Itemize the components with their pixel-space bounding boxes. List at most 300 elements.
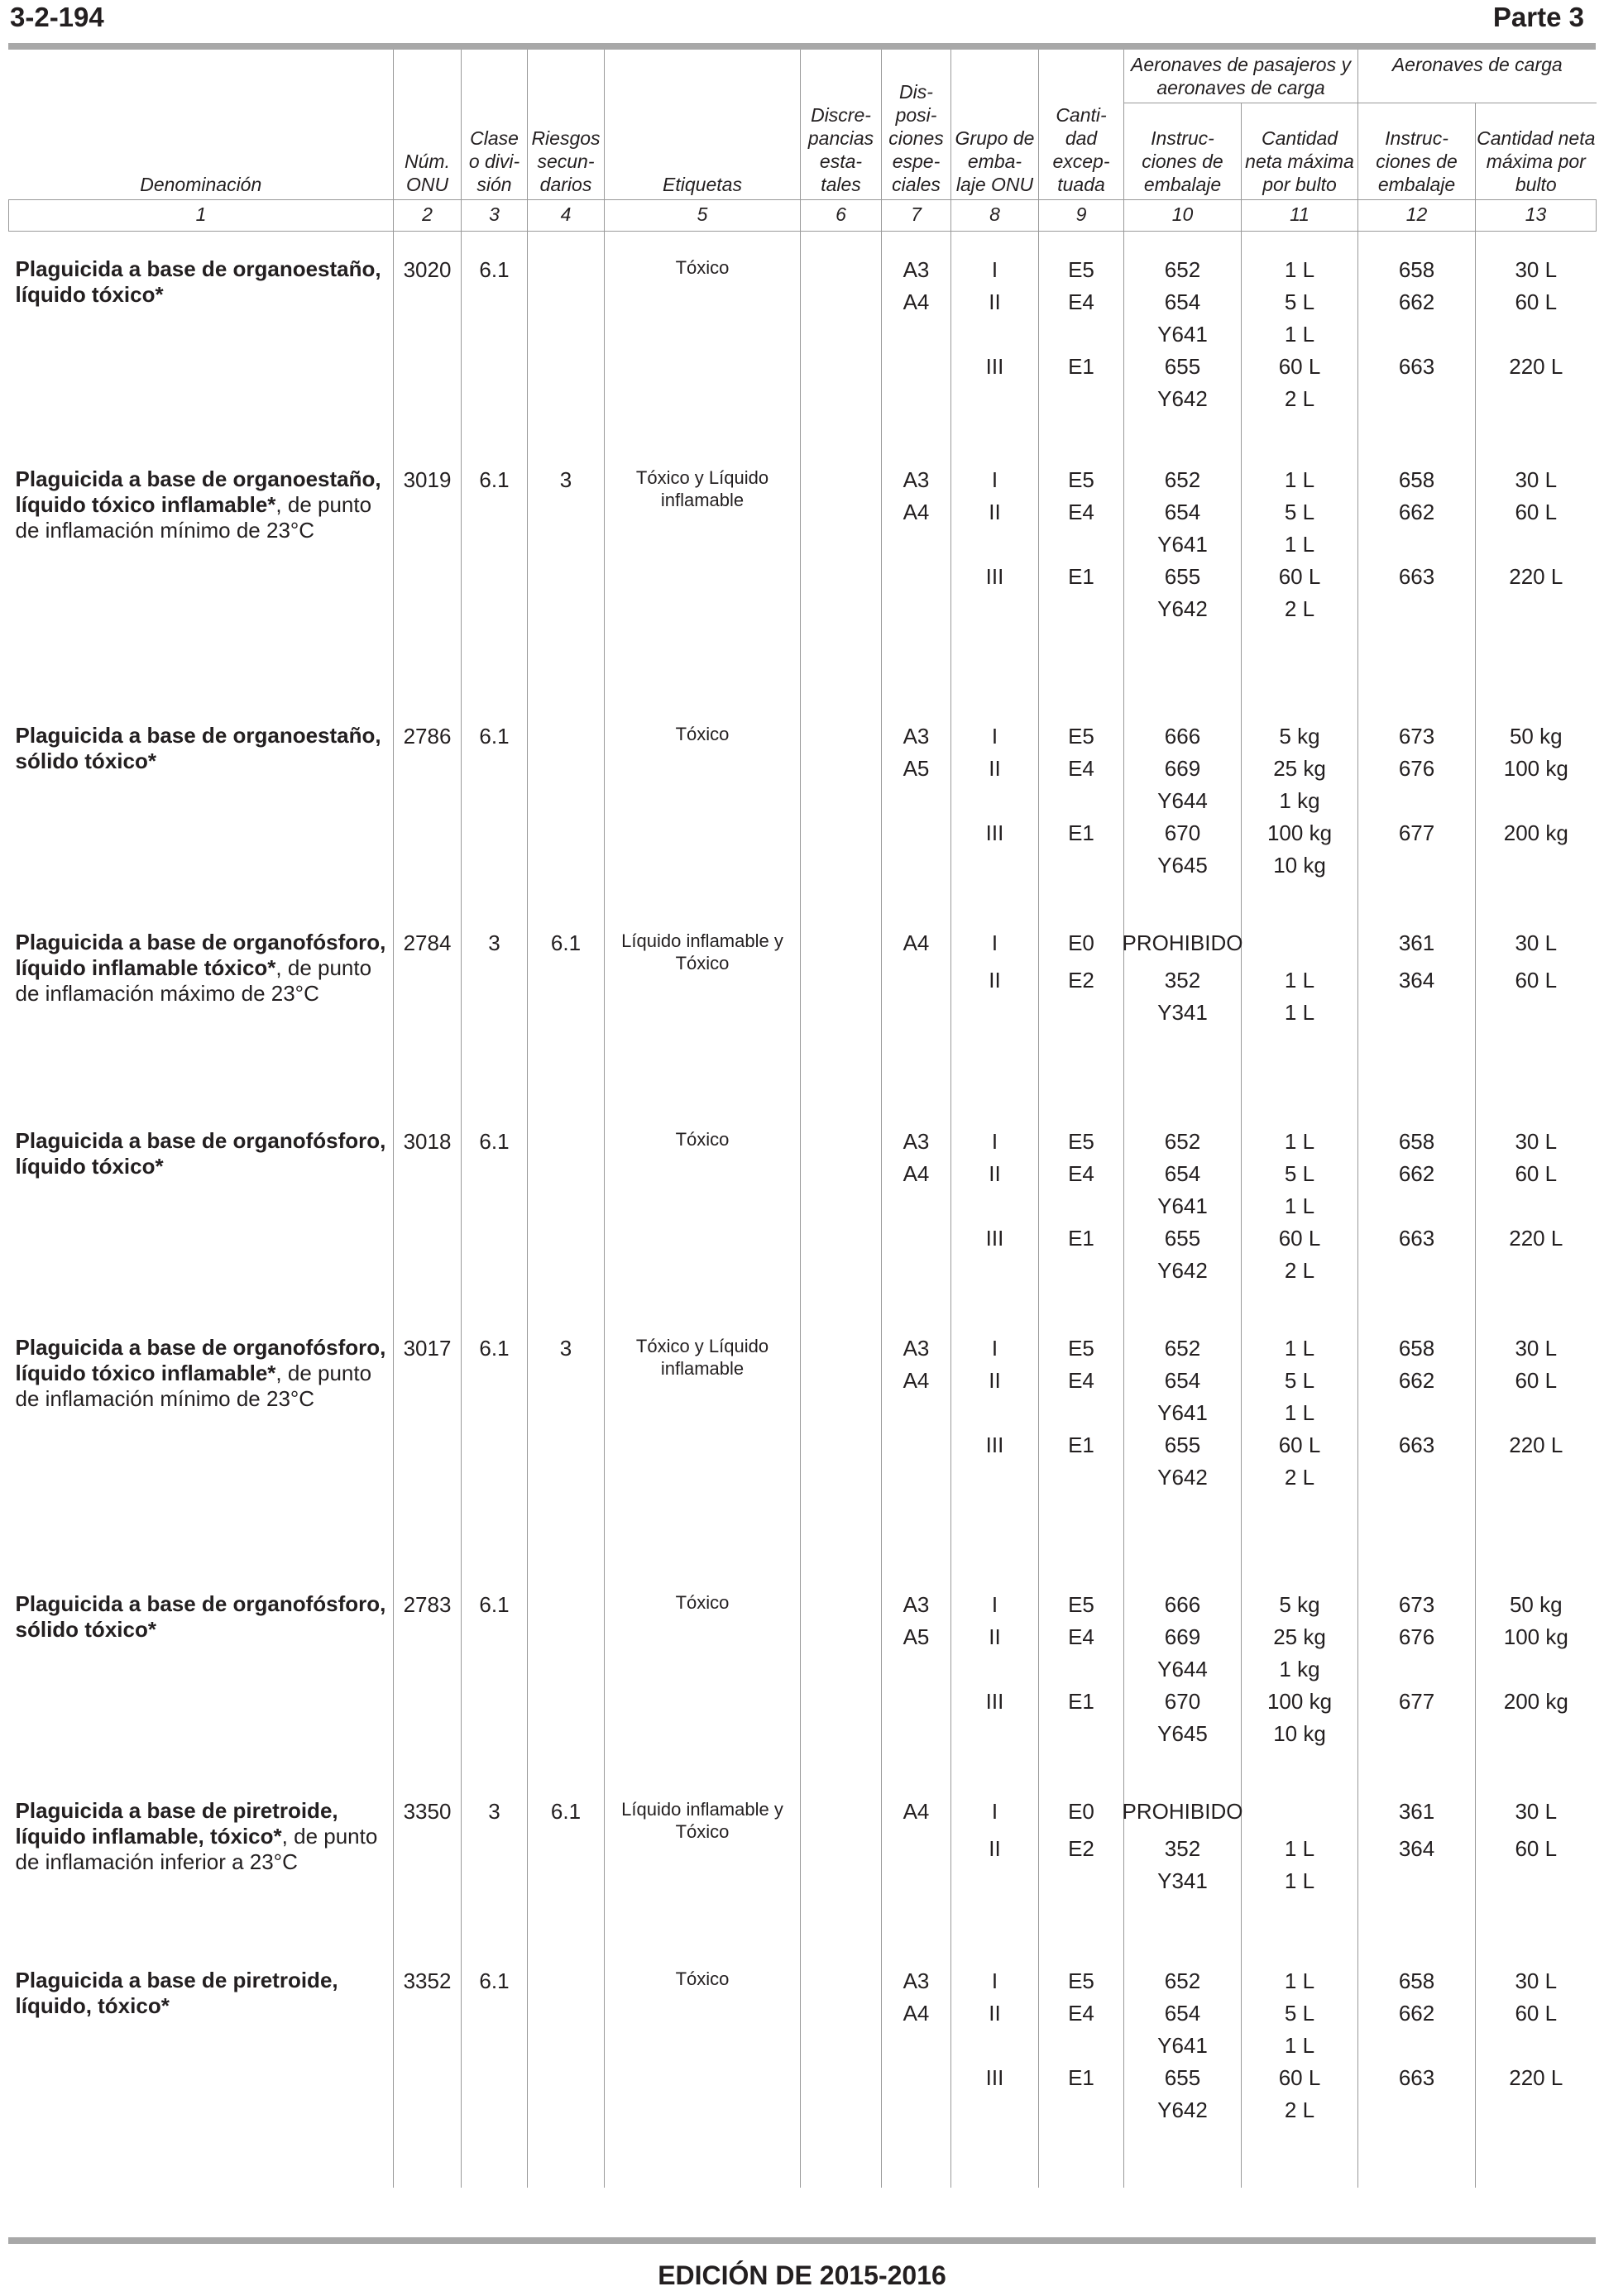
- max-net-quantity: 5 L: [1284, 1368, 1315, 1393]
- special-provision: A3: [903, 724, 930, 749]
- entry-subsidiary-risk: [528, 720, 605, 926]
- entry-class: [462, 926, 528, 1125]
- column-number: 6: [801, 200, 882, 232]
- entry-passenger-max-quantity: [1242, 1332, 1358, 1588]
- forbidden-label: PROHIBIDO: [1122, 930, 1243, 955]
- excepted-quantity: E2: [1068, 968, 1094, 993]
- part-label: Parte 3: [1492, 2, 1584, 32]
- packing-group: II: [989, 2001, 1001, 2026]
- entry-cargo-packing-instruction: [1358, 926, 1476, 1125]
- column-number: 9: [1039, 200, 1124, 232]
- entry-state-variations: [801, 463, 882, 720]
- entry-name-bold: Plaguicida a base de organofósforo, sólido tóxico*: [15, 1591, 386, 1642]
- cargo-packing-instruction: [1359, 849, 1474, 882]
- entry-cargo-packing-instruction: [1358, 1332, 1476, 1588]
- entry-passenger-packing-instruction: [1124, 463, 1242, 720]
- cell-value: [529, 1589, 603, 1621]
- dangerous-goods-table: [8, 50, 1597, 2188]
- cargo-packing-instruction: [1359, 1865, 1474, 1897]
- max-net-quantity: 1 L: [1284, 532, 1315, 557]
- packing-group: [952, 2094, 1037, 2126]
- cargo-max-net-quantity: 60 L: [1515, 1836, 1558, 1861]
- max-net-quantity: 10 kg: [1273, 853, 1326, 878]
- excepted-quantity: E1: [1068, 1226, 1094, 1251]
- entry-class: [462, 1964, 528, 2179]
- entry-cargo-max-quantity: [1476, 926, 1597, 1125]
- cargo-max-net-quantity: 60 L: [1515, 2001, 1558, 2026]
- entry-name-rest: , de punto de inflamación mínimo de 23°C: [15, 1361, 372, 1411]
- max-net-quantity: 1 L: [1284, 1336, 1315, 1361]
- entry-name: [9, 1795, 394, 1964]
- table-row: [9, 1332, 1597, 1588]
- excepted-quantity: E1: [1068, 2065, 1094, 2090]
- entry-name-bold: Plaguicida a base de organoestaño, sólido tóxico*: [15, 723, 381, 773]
- table-row: [9, 926, 1597, 1125]
- cargo-packing-instruction: [1359, 1653, 1474, 1686]
- entry-state-variations: [801, 1125, 882, 1332]
- cargo-max-net-quantity: 220 L: [1509, 564, 1563, 589]
- entry-un-number: [394, 1795, 462, 1964]
- packing-group: I: [991, 1799, 998, 1824]
- excepted-quantity: [1040, 1255, 1123, 1287]
- cargo-max-net-quantity: 50 kg: [1509, 1592, 1563, 1617]
- entry-label: Tóxico: [605, 720, 801, 926]
- packing-group: [952, 383, 1037, 415]
- packing-instruction: 352: [1164, 968, 1201, 993]
- cargo-packing-instruction: 663: [1398, 1226, 1435, 1251]
- forbidden-text: [1122, 927, 1243, 959]
- max-net-quantity: 60 L: [1278, 2065, 1321, 2090]
- packing-group: II: [989, 756, 1001, 781]
- excepted-quantity: [1040, 318, 1123, 351]
- entry-name: [9, 1588, 394, 1795]
- column-number: 4: [528, 200, 605, 232]
- header-labels: Etiquetas: [605, 50, 801, 200]
- entry-passenger-packing-instruction: [1124, 253, 1242, 463]
- column-number: 10: [1124, 200, 1242, 232]
- cargo-packing-instruction: 658: [1398, 1336, 1435, 1361]
- entry-excepted-quantity: [1039, 1332, 1124, 1588]
- entry-cargo-packing-instruction: [1358, 1795, 1476, 1964]
- excepted-quantity: E4: [1068, 1368, 1094, 1393]
- cargo-max-net-quantity: 60 L: [1515, 968, 1558, 993]
- entry-name: [9, 926, 394, 1125]
- cargo-packing-instruction: [1359, 1397, 1474, 1429]
- cargo-packing-instruction: 658: [1398, 257, 1435, 282]
- column-number: 5: [605, 200, 801, 232]
- entry-name-bold: Plaguicida a base de organoestaño, líquido tóxico*: [15, 256, 381, 307]
- packing-group: [952, 849, 1037, 882]
- cargo-max-net-quantity: 30 L: [1515, 1968, 1558, 1993]
- packing-group: III: [985, 354, 1004, 379]
- packing-group: II: [989, 289, 1001, 314]
- cargo-max-net-quantity: [1477, 2094, 1596, 2126]
- cell-value: [529, 1965, 603, 1997]
- packing-group: [952, 529, 1037, 561]
- entry-cargo-max-quantity: [1476, 1588, 1597, 1795]
- excepted-quantity: E5: [1068, 724, 1094, 749]
- max-net-quantity: 2 L: [1284, 1258, 1315, 1283]
- entry-name: [9, 1332, 394, 1588]
- max-net-quantity: 1 L: [1284, 968, 1315, 993]
- cell-value: 6.1: [550, 1799, 582, 1824]
- cell-value: 3019: [403, 467, 452, 492]
- excepted-quantity: E4: [1068, 500, 1094, 524]
- entry-packing-group: [951, 1964, 1039, 2179]
- cargo-packing-instruction: 658: [1398, 1129, 1435, 1154]
- packing-group: [952, 2030, 1037, 2062]
- packing-instruction: 652: [1164, 1336, 1201, 1361]
- packing-instruction: Y642: [1157, 386, 1208, 411]
- excepted-quantity: E1: [1068, 1433, 1094, 1457]
- special-provision: A3: [903, 1129, 930, 1154]
- entry-excepted-quantity: [1039, 253, 1124, 463]
- cell-value: 6.1: [479, 1592, 510, 1617]
- special-provision: A4: [903, 2001, 930, 2026]
- excepted-quantity: E5: [1068, 1968, 1094, 1993]
- entry-passenger-packing-instruction: [1124, 926, 1242, 1125]
- cargo-max-net-quantity: [1477, 1461, 1596, 1494]
- cargo-packing-instruction: 662: [1398, 1368, 1435, 1393]
- packing-group: II: [989, 1161, 1001, 1186]
- header-special-provisions: Dis- posi- ciones espe- ciales: [882, 50, 951, 200]
- packing-instruction: 654: [1164, 2001, 1201, 2026]
- table-body: [9, 232, 1597, 2188]
- packing-instruction: 652: [1164, 1129, 1201, 1154]
- packing-group: I: [991, 724, 998, 749]
- max-net-quantity: 1 L: [1284, 467, 1315, 492]
- excepted-quantity: E2: [1068, 1836, 1094, 1861]
- entry-un-number: [394, 1332, 462, 1588]
- max-net-quantity: 2 L: [1284, 2097, 1315, 2122]
- entry-special-provisions: [882, 1964, 951, 2179]
- entry-name: [9, 720, 394, 926]
- packing-instruction: Y645: [1157, 853, 1208, 878]
- entry-packing-group: [951, 463, 1039, 720]
- packing-group: [952, 785, 1037, 817]
- max-net-quantity: 1 L: [1284, 322, 1315, 347]
- packing-group: II: [989, 500, 1001, 524]
- cargo-max-net-quantity: [1477, 2030, 1596, 2062]
- cargo-max-net-quantity: 30 L: [1515, 257, 1558, 282]
- excepted-quantity: E1: [1068, 820, 1094, 845]
- cargo-packing-instruction: 658: [1398, 467, 1435, 492]
- cargo-max-net-quantity: 100 kg: [1503, 756, 1568, 781]
- cargo-max-net-quantity: [1477, 1865, 1596, 1897]
- cargo-packing-instruction: 673: [1398, 724, 1435, 749]
- packing-instruction: 670: [1164, 820, 1201, 845]
- entry-excepted-quantity: [1039, 926, 1124, 1125]
- entry-un-number: [394, 720, 462, 926]
- entry-name: [9, 1125, 394, 1332]
- packing-group: I: [991, 930, 998, 955]
- max-net-quantity: 100 kg: [1266, 820, 1333, 845]
- entry-class: [462, 1588, 528, 1795]
- cargo-max-net-quantity: 60 L: [1515, 289, 1558, 314]
- entry-cargo-max-quantity: [1476, 1125, 1597, 1332]
- max-net-quantity: 1 L: [1284, 1129, 1315, 1154]
- entry-passenger-packing-instruction: [1124, 1964, 1242, 2179]
- entry-subsidiary-risk: [528, 1964, 605, 2179]
- header-excepted-quantity: Canti- dad excep- tuada: [1039, 50, 1124, 200]
- entry-name: [9, 1964, 394, 2179]
- entry-subsidiary-risk: [528, 1332, 605, 1588]
- cell-value: 3020: [403, 257, 452, 282]
- entry-label: Tóxico: [605, 253, 801, 463]
- cargo-packing-instruction: 361: [1398, 1799, 1435, 1824]
- packing-group: II: [989, 1836, 1001, 1861]
- entry-class: [462, 253, 528, 463]
- cargo-packing-instruction: 662: [1398, 500, 1435, 524]
- max-net-quantity: 1 L: [1284, 1868, 1315, 1893]
- entry-cargo-packing-instruction: [1358, 463, 1476, 720]
- cargo-packing-instruction: [1359, 1718, 1474, 1750]
- packing-instruction: 654: [1164, 1368, 1201, 1393]
- max-net-quantity: 60 L: [1278, 564, 1321, 589]
- entry-cargo-packing-instruction: [1358, 720, 1476, 926]
- page-number: 3-2-194: [10, 2, 104, 32]
- entry-state-variations: [801, 1332, 882, 1588]
- excepted-quantity: E4: [1068, 2001, 1094, 2026]
- cargo-max-net-quantity: [1477, 997, 1596, 1029]
- entry-state-variations: [801, 253, 882, 463]
- edition-footer: EDICIÓN DE 2015-2016: [658, 2260, 946, 2290]
- packing-instruction: Y341: [1157, 1868, 1208, 1893]
- forbidden-text: [1122, 1796, 1243, 1828]
- cargo-packing-instruction: 676: [1398, 1624, 1435, 1649]
- max-net-quantity: 100 kg: [1266, 1689, 1333, 1714]
- column-number: 1: [9, 200, 394, 232]
- entry-subsidiary-risk: [528, 1588, 605, 1795]
- cargo-packing-instruction: 663: [1398, 354, 1435, 379]
- entry-packing-group: [951, 1125, 1039, 1332]
- cell-value: 3: [488, 930, 500, 955]
- cargo-packing-instruction: 663: [1398, 564, 1435, 589]
- cargo-max-net-quantity: 100 kg: [1503, 1624, 1568, 1649]
- cargo-max-net-quantity: [1477, 1255, 1596, 1287]
- cargo-max-net-quantity: [1477, 318, 1596, 351]
- packing-instruction: Y642: [1157, 2097, 1208, 2122]
- cell-value: 3350: [403, 1799, 452, 1824]
- cargo-packing-instruction: 662: [1398, 289, 1435, 314]
- cell-value: 6.1: [479, 257, 510, 282]
- packing-group: [952, 1190, 1037, 1222]
- packing-instruction: 655: [1164, 1433, 1201, 1457]
- packing-instruction: Y641: [1157, 1193, 1208, 1218]
- cell-value: 2783: [403, 1592, 452, 1617]
- packing-instruction: Y642: [1157, 1465, 1208, 1490]
- cargo-packing-instruction: 364: [1398, 1836, 1435, 1861]
- cargo-max-net-quantity: [1477, 383, 1596, 415]
- packing-group: II: [989, 968, 1001, 993]
- excepted-quantity: E1: [1068, 354, 1094, 379]
- max-net-quantity: 1 kg: [1279, 1657, 1320, 1681]
- entry-name-bold: Plaguicida a base de piretroide, líquido, tóxico*: [15, 1968, 338, 2018]
- header-cargo-aircraft: Aeronaves de carga: [1358, 50, 1597, 103]
- excepted-quantity: [1040, 2030, 1123, 2062]
- forbidden-label: PROHIBIDO: [1122, 1799, 1243, 1824]
- entry-packing-group: [951, 1332, 1039, 1588]
- entry-passenger-packing-instruction: [1124, 1125, 1242, 1332]
- special-provision: A3: [903, 1592, 930, 1617]
- cargo-packing-instruction: 663: [1398, 2065, 1435, 2090]
- cargo-packing-instruction: [1359, 1255, 1474, 1287]
- cargo-max-net-quantity: 30 L: [1515, 930, 1558, 955]
- max-net-quantity: 1 L: [1284, 1193, 1315, 1218]
- entry-state-variations: [801, 1588, 882, 1795]
- entry-state-variations: [801, 926, 882, 1125]
- excepted-quantity: E5: [1068, 1336, 1094, 1361]
- entry-cargo-max-quantity: [1476, 463, 1597, 720]
- entry-packing-group: [951, 926, 1039, 1125]
- packing-group: [952, 1865, 1037, 1897]
- excepted-quantity: E5: [1068, 1129, 1094, 1154]
- cargo-packing-instruction: [1359, 383, 1474, 415]
- cell-value: 3: [488, 1799, 500, 1824]
- entry-name-bold: Plaguicida a base de organoestaño, líquido tóxico inflamable*: [15, 466, 381, 517]
- header-un-number: Núm. ONU: [394, 50, 462, 200]
- entry-excepted-quantity: [1039, 1795, 1124, 1964]
- packing-group: [952, 318, 1037, 351]
- entry-passenger-max-quantity: [1242, 253, 1358, 463]
- packing-instruction: 652: [1164, 467, 1201, 492]
- entry-name: [9, 463, 394, 720]
- cell-value: 2786: [403, 724, 452, 749]
- cell-value: [529, 254, 603, 286]
- cargo-max-net-quantity: [1477, 1653, 1596, 1686]
- table-row: [9, 1125, 1597, 1332]
- packing-group: [952, 1255, 1037, 1287]
- cell-value: 3: [559, 1336, 572, 1361]
- cargo-packing-instruction: 364: [1398, 968, 1435, 993]
- cargo-packing-instruction: 662: [1398, 2001, 1435, 2026]
- max-net-quantity: 10 kg: [1273, 1721, 1326, 1746]
- entry-label: Tóxico: [605, 1964, 801, 2179]
- max-net-quantity: 1 kg: [1279, 788, 1320, 813]
- header-cargo-max-net-quantity: Cantidad neta máxima por bulto: [1476, 103, 1597, 200]
- packing-group: III: [985, 564, 1004, 589]
- excepted-quantity: E4: [1068, 1624, 1094, 1649]
- entry-cargo-packing-instruction: [1358, 1964, 1476, 2179]
- cargo-packing-instruction: 361: [1398, 930, 1435, 955]
- excepted-quantity: E5: [1068, 1592, 1094, 1617]
- packing-group: II: [989, 1368, 1001, 1393]
- cargo-packing-instruction: [1359, 593, 1474, 625]
- cell-value: [529, 1126, 603, 1158]
- special-provision: A4: [903, 930, 930, 955]
- excepted-quantity: E0: [1068, 930, 1094, 955]
- max-net-quantity: 5 L: [1284, 1161, 1315, 1186]
- entry-label: Líquido inflamable y Tóxico: [605, 926, 801, 1125]
- table-row: [9, 1588, 1597, 1795]
- cargo-max-net-quantity: 60 L: [1515, 1161, 1558, 1186]
- cell-value: 3352: [403, 1968, 452, 1993]
- top-rule: [8, 43, 1596, 50]
- entry-name: [9, 253, 394, 463]
- entry-state-variations: [801, 1795, 882, 1964]
- packing-group: [952, 1461, 1037, 1494]
- entry-name-bold: Plaguicida a base de organofósforo, líquido tóxico*: [15, 1128, 386, 1179]
- cargo-max-net-quantity: 60 L: [1515, 500, 1558, 524]
- entry-subsidiary-risk: [528, 926, 605, 1125]
- special-provision: A5: [903, 756, 930, 781]
- cargo-max-net-quantity: [1477, 1718, 1596, 1750]
- max-net-quantity: 2 L: [1284, 596, 1315, 621]
- excepted-quantity: [1040, 1461, 1123, 1494]
- cargo-packing-instruction: [1359, 529, 1474, 561]
- cargo-max-net-quantity: 220 L: [1509, 1433, 1563, 1457]
- excepted-quantity: E0: [1068, 1799, 1094, 1824]
- entry-passenger-max-quantity: [1242, 1964, 1358, 2179]
- entry-packing-group: [951, 720, 1039, 926]
- entry-subsidiary-risk: [528, 1795, 605, 1964]
- column-number: 8: [951, 200, 1039, 232]
- cell-value: [529, 720, 603, 753]
- excepted-quantity: [1040, 1397, 1123, 1429]
- entry-cargo-packing-instruction: [1358, 253, 1476, 463]
- cargo-max-net-quantity: 30 L: [1515, 1799, 1558, 1824]
- excepted-quantity: [1040, 997, 1123, 1029]
- cargo-max-net-quantity: 220 L: [1509, 1226, 1563, 1251]
- max-net-quantity: 1 L: [1284, 1000, 1315, 1025]
- cell-value: 3: [559, 467, 572, 492]
- excepted-quantity: E4: [1068, 289, 1094, 314]
- packing-instruction: 655: [1164, 564, 1201, 589]
- entry-passenger-packing-instruction: [1124, 1588, 1242, 1795]
- cargo-max-net-quantity: [1477, 593, 1596, 625]
- cargo-max-net-quantity: 50 kg: [1509, 724, 1563, 749]
- packing-instruction: 670: [1164, 1689, 1201, 1714]
- excepted-quantity: [1040, 2094, 1123, 2126]
- packing-instruction: 655: [1164, 2065, 1201, 2090]
- packing-instruction: Y642: [1157, 596, 1208, 621]
- excepted-quantity: [1040, 529, 1123, 561]
- special-provision: A5: [903, 1624, 930, 1649]
- header-packing-group: Grupo de emba- laje ONU: [951, 50, 1039, 200]
- cargo-max-net-quantity: 30 L: [1515, 1336, 1558, 1361]
- packing-instruction: 654: [1164, 289, 1201, 314]
- cargo-max-net-quantity: [1477, 1190, 1596, 1222]
- packing-group: I: [991, 467, 998, 492]
- special-provision: A4: [903, 1799, 930, 1824]
- entry-packing-group: [951, 1588, 1039, 1795]
- packing-group: III: [985, 1433, 1004, 1457]
- cargo-packing-instruction: [1359, 785, 1474, 817]
- bottom-rule: [8, 2237, 1596, 2244]
- packing-instruction: Y642: [1157, 1258, 1208, 1283]
- packing-instruction: 352: [1164, 1836, 1201, 1861]
- entry-label: Tóxico y Líquido inflamable: [605, 463, 801, 720]
- entry-subsidiary-risk: [528, 253, 605, 463]
- cargo-packing-instruction: 673: [1398, 1592, 1435, 1617]
- packing-group: I: [991, 257, 998, 282]
- cell-value: 6.1: [479, 1336, 510, 1361]
- entry-class: [462, 1795, 528, 1964]
- entry-excepted-quantity: [1039, 1964, 1124, 2179]
- packing-instruction: 654: [1164, 1161, 1201, 1186]
- entry-class: [462, 463, 528, 720]
- packing-instruction: Y641: [1157, 1400, 1208, 1425]
- entry-un-number: [394, 463, 462, 720]
- cargo-max-net-quantity: [1477, 1397, 1596, 1429]
- packing-group: III: [985, 1689, 1004, 1714]
- max-net-quantity: 25 kg: [1273, 756, 1326, 781]
- special-provision: A3: [903, 1968, 930, 1993]
- max-net-quantity: 1 L: [1284, 1968, 1315, 1993]
- excepted-quantity: [1040, 1718, 1123, 1750]
- entry-cargo-max-quantity: [1476, 1964, 1597, 2179]
- packing-instruction: 666: [1164, 724, 1201, 749]
